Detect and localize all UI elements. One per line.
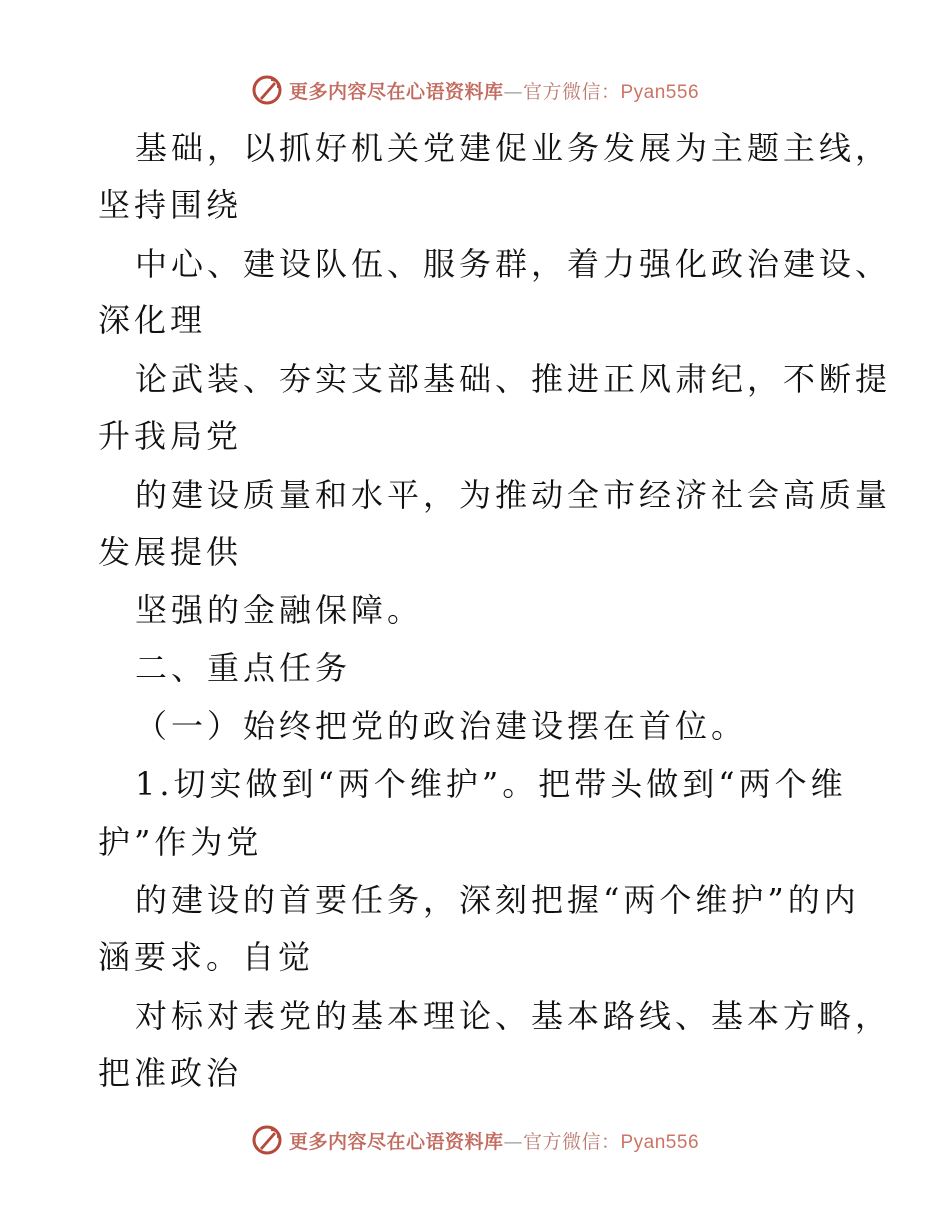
watermark-header	[0, 70, 950, 110]
watermark-site: 更多内容尽在心语资料库	[288, 1130, 504, 1153]
quill-logo-icon	[251, 74, 283, 106]
watermark-wechat-id: Pyan556	[620, 81, 700, 103]
text-line: 基础，以抓好机关党建促业务发展为主题主线，	[135, 129, 892, 167]
watermark-dash: —	[503, 1130, 523, 1153]
text-line: 的建设质量和水平，为推动全市经济社会高质量	[135, 476, 892, 514]
section-heading: 二、重点任务	[135, 649, 352, 687]
text-line: 论武装、夯实支部基础、推进正风肃纪，不断提	[135, 360, 892, 398]
watermark-wechat-id: Pyan556	[620, 1131, 700, 1153]
text-line: 中心、建设队伍、服务群，着力强化政治建设、	[135, 245, 892, 283]
subsection-heading: （一）始终把党的政治建设摆在首位。	[135, 707, 748, 745]
watermark-text	[289, 77, 699, 104]
text-line: 护”作为党	[98, 823, 263, 861]
text-line: 对标对表党的基本理论、基本路线、基本方略，	[135, 997, 892, 1035]
text-line: 发展提供	[98, 533, 243, 571]
text-line: 升我局党	[98, 417, 243, 455]
watermark-text	[289, 1127, 699, 1154]
quill-logo-icon	[251, 1124, 283, 1156]
text-line: 的建设的首要任务，深刻把握“两个维护”的内	[135, 881, 860, 919]
text-line: 涵要求。自觉	[98, 938, 315, 976]
watermark-dash: —	[503, 80, 523, 103]
watermark-site: 更多内容尽在心语资料库	[288, 80, 504, 103]
text-line: 坚强的金融保障。	[135, 591, 424, 629]
text-line: 深化理	[98, 301, 207, 339]
watermark-wechat-label: 官方微信：	[522, 80, 621, 103]
text-line: 把准政治	[98, 1054, 243, 1092]
text-line: 1.切实做到“两个维护”。把带头做到“两个维	[135, 765, 847, 803]
watermark-footer	[0, 1120, 950, 1160]
text-line: 坚持围绕	[98, 186, 243, 224]
watermark-wechat-label: 官方微信：	[522, 1130, 621, 1153]
